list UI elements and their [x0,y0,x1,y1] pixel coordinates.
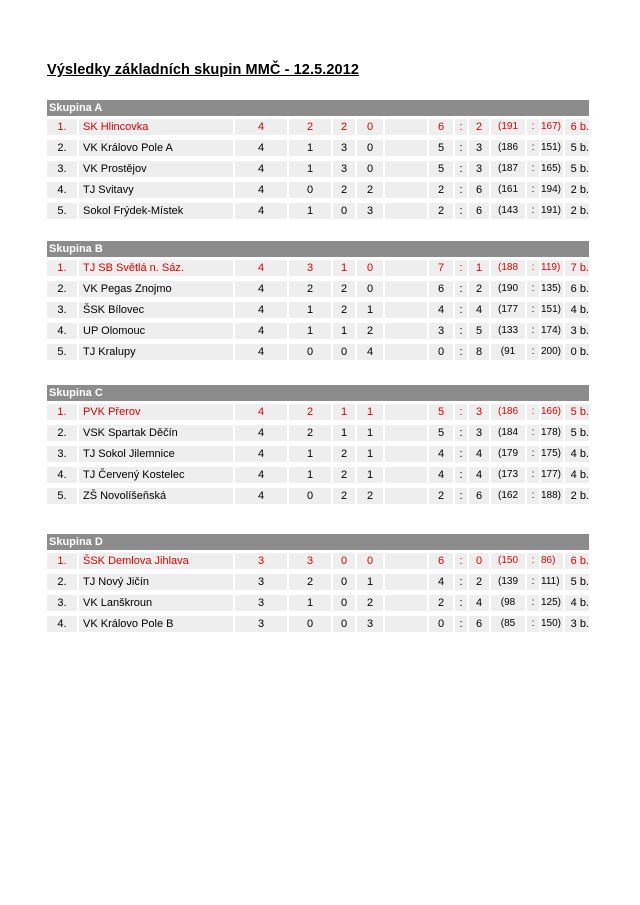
spacer-cell [385,595,427,611]
spacer-cell [385,203,427,219]
group-header: Skupina C [47,385,589,401]
points-separator: : [527,203,539,219]
losses-count: 4 [357,344,383,360]
sets-against: 4 [469,595,489,611]
group-header: Skupina A [47,100,589,116]
losses-count: 2 [357,595,383,611]
points-against: 174) [541,323,563,339]
points-for: (162 [491,488,525,504]
sets-separator: : [455,553,467,569]
spacer-cell [385,488,427,504]
spacer-cell [385,446,427,462]
rank-cell: 1. [47,404,77,420]
standing-points: 2 b. [565,203,589,219]
draws-count: 1 [333,404,355,420]
points-separator: : [527,323,539,339]
points-against: 178) [541,425,563,441]
standing-points: 5 b. [565,574,589,590]
points-for: (173 [491,467,525,483]
draws-count: 2 [333,119,355,135]
standing-points: 7 b. [565,260,589,276]
losses-count: 2 [357,323,383,339]
rank-cell: 3. [47,161,77,177]
draws-count: 3 [333,161,355,177]
points-separator: : [527,404,539,420]
sets-against: 6 [469,616,489,632]
points-separator: : [527,260,539,276]
spacer-cell [385,119,427,135]
sets-for: 0 [429,616,453,632]
points-against: 151) [541,140,563,156]
sets-for: 3 [429,323,453,339]
matches-played: 3 [235,553,287,569]
points-separator: : [527,344,539,360]
losses-count: 0 [357,260,383,276]
points-for: (91 [491,344,525,360]
wins-count: 1 [289,161,331,177]
spacer-cell [385,553,427,569]
table-row [47,402,589,422]
rank-cell: 2. [47,281,77,297]
sets-for: 7 [429,260,453,276]
spacer-cell [385,302,427,318]
sets-separator: : [455,467,467,483]
points-against: 191) [541,203,563,219]
sets-separator: : [455,425,467,441]
sets-against: 6 [469,203,489,219]
losses-count: 0 [357,119,383,135]
sets-separator: : [455,488,467,504]
losses-count: 0 [357,140,383,156]
group-header: Skupina D [47,534,589,550]
spacer-cell [385,616,427,632]
rank-cell: 3. [47,595,77,611]
wins-count: 3 [289,553,331,569]
sets-against: 2 [469,574,489,590]
sets-separator: : [455,161,467,177]
standing-points: 6 b. [565,119,589,135]
table-row [47,572,589,592]
standing-points: 4 b. [565,467,589,483]
matches-played: 4 [235,425,287,441]
points-for: (184 [491,425,525,441]
points-for: (143 [491,203,525,219]
points-separator: : [527,182,539,198]
sets-against: 3 [469,161,489,177]
sets-separator: : [455,616,467,632]
standing-points: 3 b. [565,323,589,339]
sets-against: 2 [469,281,489,297]
team-name: VK Prostějov [79,161,233,177]
points-for: (188 [491,260,525,276]
points-against: 125) [541,595,563,611]
team-name: VK Královo Pole B [79,616,233,632]
points-separator: : [527,161,539,177]
sets-against: 5 [469,323,489,339]
team-name: TJ Sokol Jilemnice [79,446,233,462]
losses-count: 1 [357,404,383,420]
rank-cell: 2. [47,425,77,441]
points-for: (186 [491,140,525,156]
rank-cell: 4. [47,323,77,339]
wins-count: 0 [289,616,331,632]
draws-count: 3 [333,140,355,156]
team-name: TJ Kralupy [79,344,233,360]
standing-points: 4 b. [565,446,589,462]
draws-count: 0 [333,574,355,590]
team-name: TJ SB Světlá n. Sáz. [79,260,233,276]
points-for: (85 [491,616,525,632]
draws-count: 1 [333,260,355,276]
wins-count: 1 [289,140,331,156]
spacer-cell [385,140,427,156]
losses-count: 0 [357,161,383,177]
rank-cell: 3. [47,446,77,462]
sets-against: 2 [469,119,489,135]
matches-played: 4 [235,119,287,135]
sets-for: 2 [429,182,453,198]
spacer-cell [385,404,427,420]
sets-for: 2 [429,488,453,504]
points-against: 166) [541,404,563,420]
wins-count: 1 [289,595,331,611]
sets-separator: : [455,574,467,590]
matches-played: 4 [235,182,287,198]
team-name: TJ Svitavy [79,182,233,198]
spacer-cell [385,281,427,297]
table-row [47,279,589,299]
sets-separator: : [455,302,467,318]
rank-cell: 1. [47,260,77,276]
points-for: (139 [491,574,525,590]
sets-for: 5 [429,161,453,177]
wins-count: 0 [289,344,331,360]
matches-played: 4 [235,161,287,177]
rank-cell: 4. [47,616,77,632]
matches-played: 4 [235,446,287,462]
points-against: 151) [541,302,563,318]
points-against: 119) [541,260,563,276]
rank-cell: 2. [47,574,77,590]
draws-count: 2 [333,281,355,297]
points-for: (191 [491,119,525,135]
points-separator: : [527,574,539,590]
matches-played: 4 [235,404,287,420]
standing-points: 5 b. [565,425,589,441]
sets-against: 3 [469,140,489,156]
points-for: (190 [491,281,525,297]
table-row [47,159,589,179]
team-name: TJ Červený Kostelec [79,467,233,483]
wins-count: 1 [289,446,331,462]
standing-points: 4 b. [565,595,589,611]
sets-separator: : [455,446,467,462]
rank-cell: 3. [47,302,77,318]
matches-played: 4 [235,344,287,360]
points-for: (187 [491,161,525,177]
sets-against: 4 [469,446,489,462]
spacer-cell [385,182,427,198]
sets-separator: : [455,281,467,297]
points-separator: : [527,140,539,156]
points-separator: : [527,467,539,483]
wins-count: 1 [289,302,331,318]
draws-count: 0 [333,344,355,360]
team-name: VK Lanškroun [79,595,233,611]
sets-separator: : [455,182,467,198]
draws-count: 2 [333,302,355,318]
matches-played: 4 [235,323,287,339]
table-row [47,300,589,320]
points-against: 150) [541,616,563,632]
table-row [47,342,589,362]
team-name: VK Pegas Znojmo [79,281,233,297]
wins-count: 2 [289,119,331,135]
wins-count: 1 [289,467,331,483]
draws-count: 0 [333,595,355,611]
points-against: 86) [541,553,563,569]
table-row [47,551,589,571]
table-row [47,201,589,221]
wins-count: 3 [289,260,331,276]
matches-played: 3 [235,574,287,590]
team-name: UP Olomouc [79,323,233,339]
wins-count: 2 [289,281,331,297]
rank-cell: 1. [47,119,77,135]
table-row [47,321,589,341]
group-rows [47,551,589,634]
group-b [47,241,589,362]
wins-count: 2 [289,425,331,441]
matches-played: 4 [235,281,287,297]
draws-count: 2 [333,488,355,504]
losses-count: 1 [357,467,383,483]
sets-against: 4 [469,302,489,318]
draws-count: 0 [333,203,355,219]
standing-points: 5 b. [565,140,589,156]
rank-cell: 5. [47,344,77,360]
draws-count: 2 [333,467,355,483]
table-row [47,465,589,485]
sets-separator: : [455,404,467,420]
losses-count: 1 [357,574,383,590]
sets-separator: : [455,140,467,156]
points-for: (133 [491,323,525,339]
sets-separator: : [455,203,467,219]
table-row [47,180,589,200]
sets-for: 4 [429,302,453,318]
losses-count: 1 [357,446,383,462]
wins-count: 0 [289,182,331,198]
draws-count: 1 [333,323,355,339]
losses-count: 1 [357,302,383,318]
table-row [47,614,589,634]
draws-count: 0 [333,616,355,632]
points-against: 177) [541,467,563,483]
team-name: ZŠ Novolíšeňská [79,488,233,504]
points-separator: : [527,488,539,504]
points-separator: : [527,595,539,611]
standing-points: 6 b. [565,281,589,297]
table-row [47,444,589,464]
points-for: (150 [491,553,525,569]
sets-against: 1 [469,260,489,276]
rank-cell: 5. [47,203,77,219]
rank-cell: 1. [47,553,77,569]
wins-count: 2 [289,404,331,420]
standing-points: 2 b. [565,488,589,504]
sets-for: 4 [429,446,453,462]
group-rows [47,117,589,221]
draws-count: 2 [333,446,355,462]
matches-played: 4 [235,203,287,219]
matches-played: 4 [235,140,287,156]
matches-played: 3 [235,616,287,632]
spacer-cell [385,425,427,441]
standing-points: 6 b. [565,553,589,569]
sets-separator: : [455,595,467,611]
points-for: (161 [491,182,525,198]
sets-separator: : [455,323,467,339]
draws-count: 2 [333,182,355,198]
group-rows [47,402,589,506]
losses-count: 3 [357,203,383,219]
spacer-cell [385,323,427,339]
spacer-cell [385,467,427,483]
spacer-cell [385,260,427,276]
table-row [47,138,589,158]
points-separator: : [527,446,539,462]
standing-points: 2 b. [565,182,589,198]
sets-separator: : [455,119,467,135]
team-name: TJ Nový Jičín [79,574,233,590]
points-against: 194) [541,182,563,198]
team-name: VK Královo Pole A [79,140,233,156]
group-rows [47,258,589,362]
losses-count: 0 [357,281,383,297]
sets-against: 8 [469,344,489,360]
points-separator: : [527,302,539,318]
sets-against: 4 [469,467,489,483]
matches-played: 3 [235,595,287,611]
table-row [47,593,589,613]
sets-for: 4 [429,574,453,590]
group-header: Skupina B [47,241,589,257]
losses-count: 3 [357,616,383,632]
group-d [47,534,589,634]
points-against: 188) [541,488,563,504]
matches-played: 4 [235,467,287,483]
matches-played: 4 [235,302,287,318]
points-separator: : [527,119,539,135]
sets-for: 0 [429,344,453,360]
sets-for: 5 [429,425,453,441]
team-name: ŠSK Bílovec [79,302,233,318]
sets-for: 5 [429,140,453,156]
sets-against: 0 [469,553,489,569]
wins-count: 1 [289,203,331,219]
losses-count: 0 [357,553,383,569]
losses-count: 2 [357,488,383,504]
group-c [47,385,589,506]
points-against: 200) [541,344,563,360]
rank-cell: 4. [47,182,77,198]
sets-for: 6 [429,281,453,297]
points-separator: : [527,425,539,441]
team-name: SK Hlincovka [79,119,233,135]
standing-points: 4 b. [565,302,589,318]
matches-played: 4 [235,488,287,504]
points-against: 175) [541,446,563,462]
sets-against: 6 [469,182,489,198]
team-name: Sokol Frýdek-Místek [79,203,233,219]
points-separator: : [527,616,539,632]
sets-separator: : [455,260,467,276]
points-separator: : [527,281,539,297]
sets-for: 2 [429,203,453,219]
points-against: 167) [541,119,563,135]
sets-against: 3 [469,425,489,441]
sets-for: 6 [429,553,453,569]
table-row [47,423,589,443]
table-row [47,258,589,278]
team-name: ŠSK Demlova Jihlava [79,553,233,569]
spacer-cell [385,344,427,360]
wins-count: 1 [289,323,331,339]
team-name: PVK Přerov [79,404,233,420]
page-title: Výsledky základních skupin MMČ - 12.5.2012 [47,62,360,78]
draws-count: 1 [333,425,355,441]
wins-count: 0 [289,488,331,504]
standing-points: 5 b. [565,161,589,177]
rank-cell: 5. [47,488,77,504]
sets-separator: : [455,344,467,360]
points-against: 165) [541,161,563,177]
points-against: 135) [541,281,563,297]
sets-for: 6 [429,119,453,135]
sets-for: 5 [429,404,453,420]
table-row [47,117,589,137]
standing-points: 0 b. [565,344,589,360]
rank-cell: 4. [47,467,77,483]
points-separator: : [527,553,539,569]
losses-count: 2 [357,182,383,198]
points-for: (177 [491,302,525,318]
losses-count: 1 [357,425,383,441]
team-name: VSK Spartak Děčín [79,425,233,441]
sets-against: 6 [469,488,489,504]
spacer-cell [385,161,427,177]
spacer-cell [385,574,427,590]
draws-count: 0 [333,553,355,569]
standing-points: 3 b. [565,616,589,632]
rank-cell: 2. [47,140,77,156]
sets-for: 4 [429,467,453,483]
sets-against: 3 [469,404,489,420]
points-for: (98 [491,595,525,611]
wins-count: 2 [289,574,331,590]
group-a [47,100,589,221]
standing-points: 5 b. [565,404,589,420]
matches-played: 4 [235,260,287,276]
sets-for: 2 [429,595,453,611]
table-row [47,486,589,506]
points-for: (186 [491,404,525,420]
points-against: 111) [541,574,563,590]
points-for: (179 [491,446,525,462]
